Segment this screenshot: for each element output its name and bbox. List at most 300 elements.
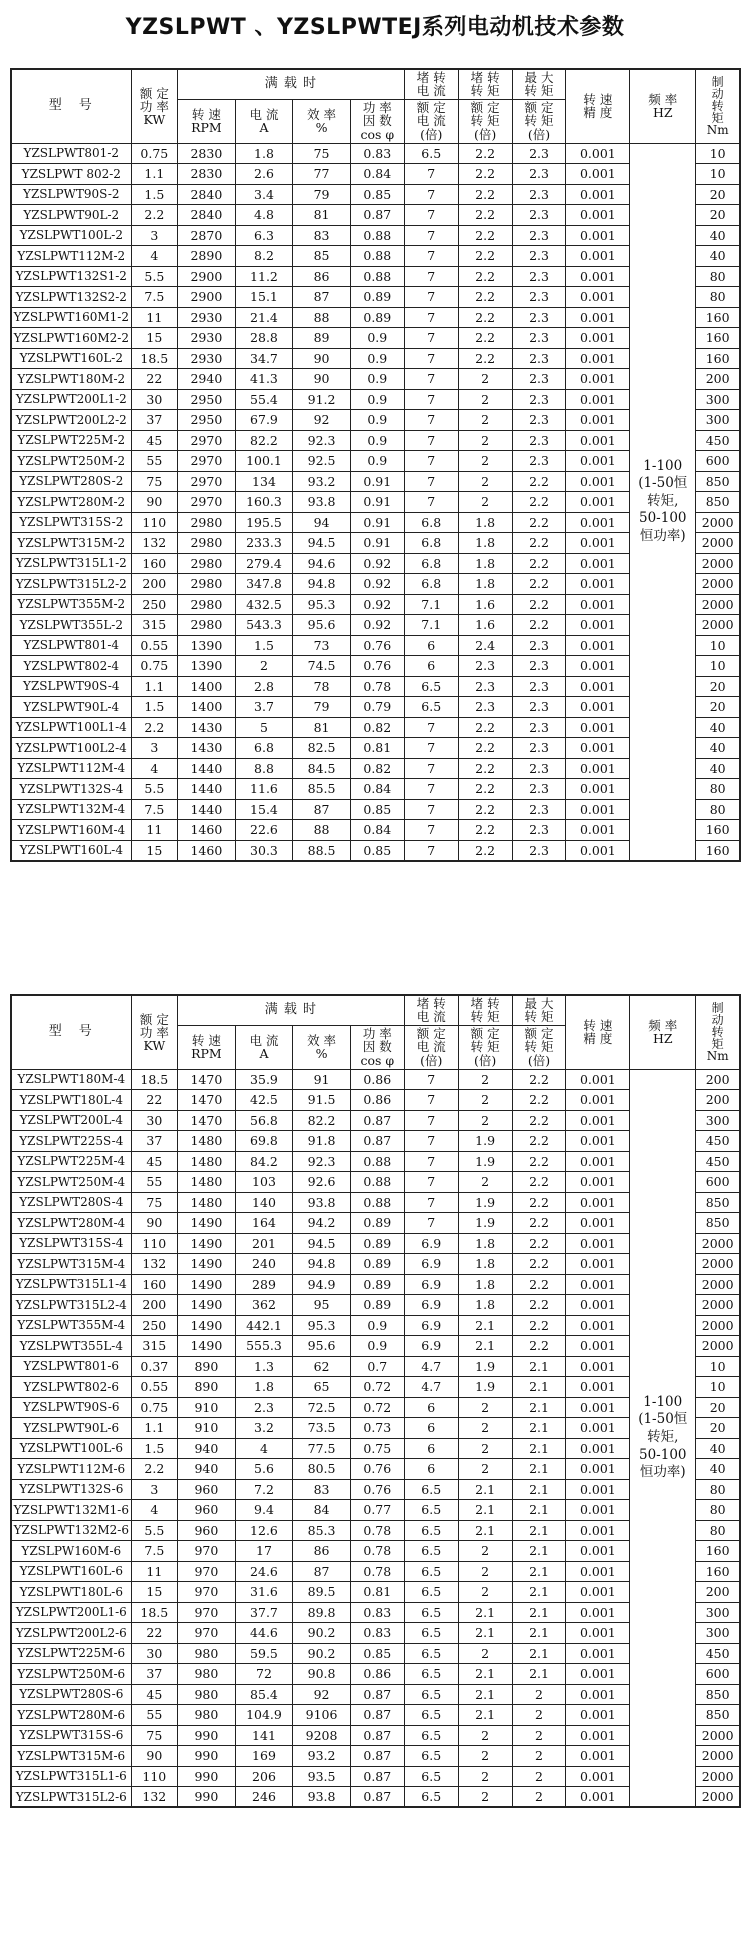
cell-braking-torque: 20	[696, 676, 740, 697]
cell-power-factor: 0.89	[350, 1233, 404, 1254]
cell-max-torque: 2.3	[512, 799, 566, 820]
cell-current: 5	[235, 717, 293, 738]
cell-speed: 970	[178, 1541, 236, 1562]
cell-speed: 990	[178, 1787, 236, 1808]
cell-efficiency: 89	[293, 328, 351, 349]
cell-speed-precision: 0.001	[566, 1746, 630, 1767]
cell-current: 195.5	[235, 512, 293, 533]
cell-braking-torque: 850	[696, 492, 740, 513]
motor-spec-table-2	[10, 994, 741, 1808]
cell-max-torque: 2	[512, 1705, 566, 1726]
cell-model: YZSLPWT225S-4	[11, 1131, 131, 1152]
cell-power: 30	[131, 389, 178, 410]
header-power-factor: 功 率 因 数 cos φ	[350, 1025, 404, 1069]
cell-current: 67.9	[235, 410, 293, 431]
cell-max-torque: 2.1	[512, 1377, 566, 1398]
cell-current: 41.3	[235, 369, 293, 390]
cell-braking-torque: 200	[696, 1090, 740, 1111]
cell-power-factor: 0.87	[350, 1110, 404, 1131]
header-speed-precision: 转 速 精 度	[566, 69, 630, 143]
cell-lr-current: 7	[404, 184, 458, 205]
cell-speed-precision: 0.001	[566, 1643, 630, 1664]
cell-power: 90	[131, 1213, 178, 1234]
cell-lr-current: 6	[404, 1418, 458, 1439]
cell-power-factor: 0.89	[350, 1295, 404, 1316]
cell-power: 45	[131, 430, 178, 451]
cell-lr-torque: 2	[458, 1172, 512, 1193]
cell-model: YZSLPWT250M-6	[11, 1664, 131, 1685]
cell-current: 1.5	[235, 635, 293, 656]
cell-current: 82.2	[235, 430, 293, 451]
cell-lr-current: 7	[404, 287, 458, 308]
cell-lr-current: 6.5	[404, 1623, 458, 1644]
cell-speed-precision: 0.001	[566, 287, 630, 308]
cell-efficiency: 92.3	[293, 430, 351, 451]
cell-speed: 2980	[178, 533, 236, 554]
cell-model: YZSLPW160M-6	[11, 1541, 131, 1562]
cell-power-factor: 0.87	[350, 205, 404, 226]
cell-power-factor: 0.87	[350, 1705, 404, 1726]
cell-speed-precision: 0.001	[566, 697, 630, 718]
cell-current: 1.3	[235, 1356, 293, 1377]
cell-lr-torque: 2	[458, 1541, 512, 1562]
cell-speed: 2970	[178, 471, 236, 492]
cell-braking-torque: 80	[696, 287, 740, 308]
cell-efficiency: 93.8	[293, 492, 351, 513]
cell-max-torque: 2.2	[512, 553, 566, 574]
cell-power: 0.75	[131, 143, 178, 164]
freq-range: 1-100 (1-50恒 转矩, 50-100 恒功率)	[630, 1069, 696, 1807]
cell-max-torque: 2.1	[512, 1643, 566, 1664]
cell-model: YZSLPWT355L-2	[11, 615, 131, 636]
cell-speed: 1460	[178, 820, 236, 841]
cell-efficiency: 92.5	[293, 451, 351, 472]
cell-speed: 1440	[178, 779, 236, 800]
cell-braking-torque: 2000	[696, 1295, 740, 1316]
cell-power-factor: 0.9	[350, 451, 404, 472]
cell-power-factor: 0.88	[350, 1192, 404, 1213]
cell-lr-current: 7	[404, 164, 458, 185]
cell-lr-torque: 1.8	[458, 512, 512, 533]
cell-model: YZSLPWT90L-6	[11, 1418, 131, 1439]
cell-efficiency: 94	[293, 512, 351, 533]
cell-power-factor: 0.9	[350, 1315, 404, 1336]
cell-lr-torque: 2	[458, 389, 512, 410]
cell-speed-precision: 0.001	[566, 574, 630, 595]
cell-power: 22	[131, 369, 178, 390]
cell-speed: 960	[178, 1520, 236, 1541]
cell-power-factor: 0.86	[350, 1664, 404, 1685]
cell-max-torque: 2.1	[512, 1520, 566, 1541]
cell-lr-current: 6	[404, 1459, 458, 1480]
cell-speed-precision: 0.001	[566, 1479, 630, 1500]
cell-max-torque: 2.3	[512, 820, 566, 841]
cell-model: YZSLPWT100L-6	[11, 1438, 131, 1459]
cell-speed-precision: 0.001	[566, 471, 630, 492]
cell-model: YZSLPWT250M-4	[11, 1172, 131, 1193]
cell-max-torque: 2.1	[512, 1500, 566, 1521]
cell-lr-current: 6.5	[404, 697, 458, 718]
cell-speed: 1490	[178, 1315, 236, 1336]
cell-lr-current: 6.9	[404, 1336, 458, 1357]
cell-efficiency: 95	[293, 1295, 351, 1316]
cell-braking-torque: 160	[696, 307, 740, 328]
cell-speed: 2840	[178, 184, 236, 205]
cell-current: 141	[235, 1725, 293, 1746]
cell-power: 3	[131, 225, 178, 246]
cell-max-torque: 2.2	[512, 492, 566, 513]
cell-lr-current: 7	[404, 410, 458, 431]
cell-power: 7.5	[131, 287, 178, 308]
cell-lr-current: 6.8	[404, 533, 458, 554]
cell-speed-precision: 0.001	[566, 246, 630, 267]
cell-speed: 980	[178, 1643, 236, 1664]
cell-lr-current: 7	[404, 717, 458, 738]
cell-braking-torque: 200	[696, 1582, 740, 1603]
cell-speed-precision: 0.001	[566, 451, 630, 472]
cell-model: YZSLPWT801-2	[11, 143, 131, 164]
cell-current: 555.3	[235, 1336, 293, 1357]
cell-speed: 2870	[178, 225, 236, 246]
cell-braking-torque: 2000	[696, 1746, 740, 1767]
cell-model: YZSLPWT112M-2	[11, 246, 131, 267]
cell-model: YZSLPWT132M-4	[11, 799, 131, 820]
cell-lr-torque: 2.2	[458, 287, 512, 308]
cell-braking-torque: 160	[696, 1541, 740, 1562]
cell-speed: 2900	[178, 287, 236, 308]
cell-efficiency: 87	[293, 1561, 351, 1582]
cell-speed-precision: 0.001	[566, 594, 630, 615]
cell-model: YZSLPWT801-4	[11, 635, 131, 656]
cell-efficiency: 88.5	[293, 840, 351, 861]
cell-power-factor: 0.89	[350, 287, 404, 308]
cell-speed: 1460	[178, 840, 236, 861]
header-lr-current: 额 定 电 流 (倍)	[404, 1025, 458, 1069]
cell-lr-torque: 2.2	[458, 225, 512, 246]
cell-current: 69.8	[235, 1131, 293, 1152]
cell-power-factor: 0.87	[350, 1746, 404, 1767]
cell-power-factor: 0.91	[350, 533, 404, 554]
cell-model: YZSLPWT132S-4	[11, 779, 131, 800]
cell-current: 442.1	[235, 1315, 293, 1336]
cell-current: 2.8	[235, 676, 293, 697]
cell-power-factor: 0.9	[350, 389, 404, 410]
cell-power: 132	[131, 1787, 178, 1808]
cell-power: 3	[131, 738, 178, 759]
cell-speed: 2830	[178, 164, 236, 185]
cell-model: YZSLPWT225M-6	[11, 1643, 131, 1664]
cell-max-torque: 2	[512, 1684, 566, 1705]
cell-model: YZSLPWT132S1-2	[11, 266, 131, 287]
cell-efficiency: 65	[293, 1377, 351, 1398]
cell-power: 0.75	[131, 1397, 178, 1418]
cell-model: YZSLPWT315S-4	[11, 1233, 131, 1254]
cell-power: 11	[131, 820, 178, 841]
cell-lr-current: 6	[404, 656, 458, 677]
cell-model: YZSLPWT315M-6	[11, 1746, 131, 1767]
cell-max-torque: 2.2	[512, 533, 566, 554]
cell-lr-current: 6	[404, 635, 458, 656]
cell-max-torque: 2.3	[512, 184, 566, 205]
cell-power-factor: 0.91	[350, 471, 404, 492]
cell-max-torque: 2.2	[512, 512, 566, 533]
cell-max-torque: 2.1	[512, 1623, 566, 1644]
header-efficiency: 效 率 %	[293, 1025, 351, 1069]
cell-max-torque: 2.2	[512, 574, 566, 595]
cell-braking-torque: 2000	[696, 1336, 740, 1357]
cell-braking-torque: 40	[696, 1438, 740, 1459]
cell-speed: 890	[178, 1377, 236, 1398]
cell-speed-precision: 0.001	[566, 840, 630, 861]
cell-lr-torque: 1.8	[458, 533, 512, 554]
cell-model: YZSLPWT160M1-2	[11, 307, 131, 328]
cell-braking-torque: 450	[696, 1131, 740, 1152]
cell-power-factor: 0.85	[350, 799, 404, 820]
cell-braking-torque: 2000	[696, 615, 740, 636]
cell-speed-precision: 0.001	[566, 1766, 630, 1787]
cell-efficiency: 94.8	[293, 1254, 351, 1275]
cell-lr-torque: 2.4	[458, 635, 512, 656]
cell-speed-precision: 0.001	[566, 1131, 630, 1152]
cell-lr-torque: 2.1	[458, 1664, 512, 1685]
cell-speed-precision: 0.001	[566, 1213, 630, 1234]
cell-speed-precision: 0.001	[566, 1725, 630, 1746]
cell-current: 2	[235, 656, 293, 677]
cell-lr-torque: 1.9	[458, 1192, 512, 1213]
cell-power: 4	[131, 1500, 178, 1521]
cell-braking-torque: 160	[696, 840, 740, 861]
cell-braking-torque: 2000	[696, 1725, 740, 1746]
cell-model: YZSLPWT112M-4	[11, 758, 131, 779]
cell-speed-precision: 0.001	[566, 1172, 630, 1193]
cell-braking-torque: 850	[696, 1684, 740, 1705]
cell-lr-current: 6.5	[404, 1500, 458, 1521]
cell-efficiency: 91.5	[293, 1090, 351, 1111]
cell-power-factor: 0.85	[350, 1643, 404, 1664]
cell-current: 432.5	[235, 594, 293, 615]
cell-braking-torque: 40	[696, 1459, 740, 1480]
cell-current: 84.2	[235, 1151, 293, 1172]
cell-braking-torque: 80	[696, 1520, 740, 1541]
cell-lr-current: 7	[404, 1110, 458, 1131]
cell-lr-torque: 2	[458, 1438, 512, 1459]
cell-speed-precision: 0.001	[566, 1438, 630, 1459]
cell-max-torque: 2.3	[512, 738, 566, 759]
cell-power: 315	[131, 615, 178, 636]
cell-speed: 970	[178, 1561, 236, 1582]
cell-max-torque: 2.2	[512, 1151, 566, 1172]
cell-speed-precision: 0.001	[566, 369, 630, 390]
cell-max-torque: 2.3	[512, 656, 566, 677]
cell-lr-current: 4.7	[404, 1356, 458, 1377]
cell-braking-torque: 850	[696, 471, 740, 492]
cell-speed-precision: 0.001	[566, 1356, 630, 1377]
cell-speed: 980	[178, 1684, 236, 1705]
cell-lr-torque: 2.2	[458, 820, 512, 841]
cell-speed: 890	[178, 1356, 236, 1377]
cell-model: YZSLPWT280S-2	[11, 471, 131, 492]
cell-lr-current: 7	[404, 779, 458, 800]
cell-speed: 2930	[178, 328, 236, 349]
cell-speed: 2930	[178, 348, 236, 369]
cell-speed: 990	[178, 1725, 236, 1746]
cell-power-factor: 0.78	[350, 1520, 404, 1541]
cell-power: 45	[131, 1684, 178, 1705]
cell-power: 110	[131, 512, 178, 533]
cell-lr-torque: 2.2	[458, 799, 512, 820]
cell-lr-current: 7	[404, 205, 458, 226]
cell-current: 8.8	[235, 758, 293, 779]
cell-lr-torque: 2	[458, 1110, 512, 1131]
cell-lr-torque: 1.8	[458, 553, 512, 574]
cell-current: 289	[235, 1274, 293, 1295]
cell-current: 85.4	[235, 1684, 293, 1705]
cell-efficiency: 77.5	[293, 1438, 351, 1459]
cell-efficiency: 94.9	[293, 1274, 351, 1295]
cell-power: 3	[131, 1479, 178, 1500]
cell-efficiency: 82.5	[293, 738, 351, 759]
cell-max-torque: 2	[512, 1787, 566, 1808]
cell-model: YZSLPWT180L-6	[11, 1582, 131, 1603]
cell-lr-torque: 2.1	[458, 1520, 512, 1541]
cell-power-factor: 0.76	[350, 635, 404, 656]
header-lr-torque: 额 定 转 矩 (倍)	[458, 1025, 512, 1069]
cell-power-factor: 0.9	[350, 1336, 404, 1357]
cell-model: YZSLPWT315L2-6	[11, 1787, 131, 1808]
cell-model: YZSLPWT280S-6	[11, 1684, 131, 1705]
cell-lr-torque: 2.1	[458, 1479, 512, 1500]
cell-lr-torque: 2	[458, 1459, 512, 1480]
cell-speed: 960	[178, 1500, 236, 1521]
cell-lr-torque: 2	[458, 1418, 512, 1439]
cell-braking-torque: 160	[696, 820, 740, 841]
cell-current: 7.2	[235, 1479, 293, 1500]
cell-efficiency: 90	[293, 369, 351, 390]
cell-lr-torque: 2.2	[458, 840, 512, 861]
cell-speed: 2930	[178, 307, 236, 328]
cell-power-factor: 0.9	[350, 348, 404, 369]
cell-lr-current: 7	[404, 266, 458, 287]
cell-efficiency: 86	[293, 266, 351, 287]
cell-efficiency: 81	[293, 205, 351, 226]
cell-current: 2.3	[235, 1397, 293, 1418]
cell-speed-precision: 0.001	[566, 676, 630, 697]
cell-power-factor: 0.78	[350, 676, 404, 697]
cell-power: 132	[131, 533, 178, 554]
cell-model: YZSLPWT200L2-2	[11, 410, 131, 431]
cell-speed-precision: 0.001	[566, 1233, 630, 1254]
cell-power-factor: 0.92	[350, 553, 404, 574]
cell-power: 4	[131, 246, 178, 267]
cell-braking-torque: 40	[696, 225, 740, 246]
cell-current: 240	[235, 1254, 293, 1275]
cell-model: YZSLPWT225M-2	[11, 430, 131, 451]
cell-current: 12.6	[235, 1520, 293, 1541]
cell-lr-current: 6.5	[404, 1541, 458, 1562]
cell-current: 17	[235, 1541, 293, 1562]
cell-lr-current: 6.5	[404, 1664, 458, 1685]
cell-power-factor: 0.76	[350, 656, 404, 677]
cell-lr-current: 6.5	[404, 1746, 458, 1767]
cell-efficiency: 85.3	[293, 1520, 351, 1541]
page-title: YZSLPWT 、YZSLPWTEJ系列电动机技术参数	[125, 15, 625, 40]
cell-speed: 1390	[178, 656, 236, 677]
header-current: 电 流 A	[235, 99, 293, 143]
cell-current: 42.5	[235, 1090, 293, 1111]
header-lr-torque-group: 堵 转 转 矩	[458, 69, 512, 99]
cell-max-torque: 2.3	[512, 717, 566, 738]
cell-current: 56.8	[235, 1110, 293, 1131]
cell-power: 7.5	[131, 1541, 178, 1562]
cell-lr-torque: 1.8	[458, 1254, 512, 1275]
cell-speed-precision: 0.001	[566, 1397, 630, 1418]
cell-braking-torque: 80	[696, 1479, 740, 1500]
cell-power-factor: 0.88	[350, 246, 404, 267]
cell-current: 15.4	[235, 799, 293, 820]
cell-efficiency: 81	[293, 717, 351, 738]
cell-power: 11	[131, 1561, 178, 1582]
cell-power-factor: 0.9	[350, 430, 404, 451]
cell-speed-precision: 0.001	[566, 717, 630, 738]
cell-lr-torque: 2	[458, 492, 512, 513]
cell-efficiency: 90.2	[293, 1623, 351, 1644]
cell-lr-current: 7	[404, 799, 458, 820]
cell-efficiency: 86	[293, 1541, 351, 1562]
cell-efficiency: 89.5	[293, 1582, 351, 1603]
cell-speed-precision: 0.001	[566, 615, 630, 636]
cell-speed: 970	[178, 1623, 236, 1644]
cell-model: YZSLPWT160L-2	[11, 348, 131, 369]
cell-speed: 1480	[178, 1151, 236, 1172]
cell-speed: 990	[178, 1766, 236, 1787]
cell-lr-torque: 2	[458, 430, 512, 451]
header-power-factor: 功 率 因 数 cos φ	[350, 99, 404, 143]
cell-lr-current: 7	[404, 840, 458, 861]
cell-speed-precision: 0.001	[566, 1192, 630, 1213]
cell-speed: 1470	[178, 1069, 236, 1090]
cell-model: YZSLPWT280M-2	[11, 492, 131, 513]
cell-model: YZSLPWT315L2-2	[11, 574, 131, 595]
cell-max-torque: 2.1	[512, 1479, 566, 1500]
cell-model: YZSLPWT801-6	[11, 1356, 131, 1377]
cell-model: YZSLPWT355M-4	[11, 1315, 131, 1336]
cell-speed-precision: 0.001	[566, 1069, 630, 1090]
cell-lr-current: 6.5	[404, 1520, 458, 1541]
cell-lr-current: 6.8	[404, 574, 458, 595]
cell-lr-torque: 2	[458, 1787, 512, 1808]
cell-efficiency: 84.5	[293, 758, 351, 779]
cell-current: 5.6	[235, 1459, 293, 1480]
cell-model: YZSLPWT802-6	[11, 1377, 131, 1398]
cell-power: 250	[131, 594, 178, 615]
cell-lr-torque: 2.2	[458, 164, 512, 185]
cell-power: 160	[131, 553, 178, 574]
cell-braking-torque: 2000	[696, 1233, 740, 1254]
cell-lr-torque: 2.2	[458, 205, 512, 226]
cell-speed-precision: 0.001	[566, 1664, 630, 1685]
cell-current: 8.2	[235, 246, 293, 267]
cell-power: 1.1	[131, 676, 178, 697]
cell-lr-current: 6.9	[404, 1254, 458, 1275]
cell-model: YZSLPWT280M-4	[11, 1213, 131, 1234]
header-speed: 转 速 RPM	[178, 1025, 236, 1069]
cell-speed-precision: 0.001	[566, 389, 630, 410]
cell-power: 160	[131, 1274, 178, 1295]
cell-speed: 1470	[178, 1090, 236, 1111]
cell-lr-current: 7	[404, 430, 458, 451]
cell-lr-torque: 1.9	[458, 1377, 512, 1398]
cell-lr-current: 6.9	[404, 1315, 458, 1336]
